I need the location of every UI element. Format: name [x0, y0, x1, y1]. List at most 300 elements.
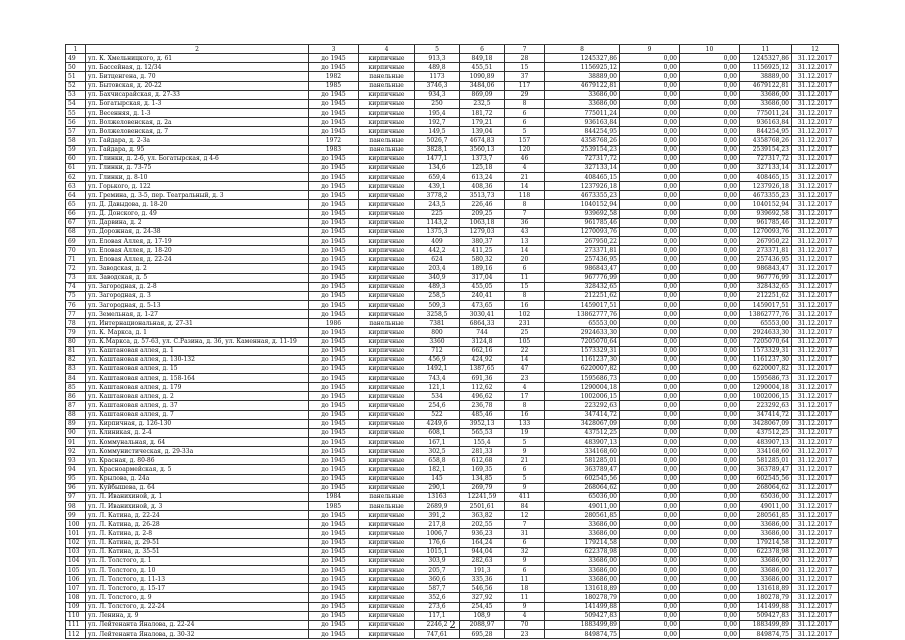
table-cell: ул. Куйбышева, д. 64: [86, 483, 309, 492]
table-row: [66, 282, 839, 291]
table-cell: 0,00: [620, 337, 680, 346]
table-cell: 82: [66, 355, 86, 364]
table-cell: 1040152,94: [545, 200, 620, 209]
table-cell: 1595686,73: [545, 374, 620, 383]
table-cell: ул. Бытовская, д. 20-22: [86, 81, 309, 90]
table-cell: 0,00: [620, 236, 680, 245]
table-cell: 117,1: [415, 611, 460, 620]
table-cell: 0,00: [620, 556, 680, 565]
table-cell: 267950,22: [740, 236, 792, 245]
table-cell: 509427,83: [545, 611, 620, 620]
table-cell: 0,00: [620, 438, 680, 447]
table-cell: 141499,88: [545, 602, 620, 611]
table-cell: 28: [505, 54, 545, 63]
table-cell: 0,00: [620, 328, 680, 337]
table-cell: до 1945: [309, 538, 359, 547]
table-row: [66, 465, 839, 474]
table-cell: 31.12.2017: [792, 191, 839, 200]
table-cell: 31.12.2017: [792, 346, 839, 355]
table-row: [66, 172, 839, 181]
table-cell: 12241,59: [460, 492, 505, 501]
table-cell: 31.12.2017: [792, 90, 839, 99]
table-cell: 580,32: [460, 255, 505, 264]
table-cell: 8: [505, 401, 545, 410]
table-cell: 0,00: [620, 630, 680, 639]
table-cell: кирпичные: [359, 438, 415, 447]
table-cell: 2689,9: [415, 502, 460, 511]
table-cell: 4: [505, 383, 545, 392]
table-cell: 0,00: [680, 136, 740, 145]
table-cell: 0,00: [680, 502, 740, 511]
table-cell: 913,3: [415, 54, 460, 63]
table-row: [66, 246, 839, 255]
table-cell: 236,78: [460, 401, 505, 410]
table-cell: 0,00: [680, 118, 740, 127]
table-row: [66, 556, 839, 565]
table-cell: 65: [66, 200, 86, 209]
table-cell: 0,00: [620, 182, 680, 191]
table-cell: 0,00: [680, 163, 740, 172]
table-cell: 0,00: [620, 154, 680, 163]
table-cell: ул. Каштановая аллея, д. 7: [86, 410, 309, 419]
table-cell: кирпичные: [359, 374, 415, 383]
table-cell: 0,00: [680, 547, 740, 556]
table-cell: 335,36: [460, 575, 505, 584]
table-cell: 0,00: [620, 90, 680, 99]
table-cell: 31.12.2017: [792, 593, 839, 602]
table-cell: 602545,56: [545, 474, 620, 483]
table-cell: 0,00: [620, 511, 680, 520]
table-cell: 5: [505, 474, 545, 483]
table-cell: 223292,63: [545, 401, 620, 410]
table-cell: 3828,1: [415, 145, 460, 154]
table-cell: 6: [505, 465, 545, 474]
table-cell: 3746,3: [415, 81, 460, 90]
table-cell: кирпичные: [359, 191, 415, 200]
table-cell: ул. Крылова, д. 24а: [86, 474, 309, 483]
table-cell: ул. Коммунистическая, д. 29-33а: [86, 447, 309, 456]
table-cell: 0,00: [620, 419, 680, 428]
table-cell: 212251,62: [545, 291, 620, 300]
table-cell: ул. Красноармейская, д. 5: [86, 465, 309, 474]
table-cell: 1387,65: [460, 364, 505, 373]
table-cell: 21: [505, 172, 545, 181]
table-row: [66, 90, 839, 99]
table-cell: 62: [66, 172, 86, 181]
table-cell: 95: [66, 474, 86, 483]
table-cell: до 1945: [309, 90, 359, 99]
table-cell: 6: [505, 108, 545, 117]
table-cell: кирпичные: [359, 566, 415, 575]
table-cell: 67: [66, 218, 86, 227]
table-row: [66, 520, 839, 529]
table-cell: 844254,95: [545, 127, 620, 136]
table-cell: кирпичные: [359, 200, 415, 209]
table-row: [66, 529, 839, 538]
table-cell: до 1945: [309, 511, 359, 520]
table-cell: 7: [505, 209, 545, 218]
table-cell: 14: [505, 182, 545, 191]
table-cell: до 1945: [309, 182, 359, 191]
table-cell: 1982: [309, 72, 359, 81]
table-cell: 46: [505, 154, 545, 163]
table-row: [66, 611, 839, 620]
table-cell: 254,6: [415, 401, 460, 410]
table-cell: 0,00: [620, 282, 680, 291]
table-cell: 83: [66, 364, 86, 373]
table-cell: 31.12.2017: [792, 428, 839, 437]
table-cell: 743,4: [415, 374, 460, 383]
table-cell: 967776,99: [740, 273, 792, 282]
table-cell: кирпичные: [359, 529, 415, 538]
table-row: [66, 483, 839, 492]
table-cell: 107: [66, 584, 86, 593]
table-cell: до 1945: [309, 54, 359, 63]
table-cell: 111: [66, 620, 86, 629]
table-cell: 226,46: [460, 200, 505, 209]
table-cell: 281,33: [460, 447, 505, 456]
table-cell: 849,18: [460, 54, 505, 63]
table-row: [66, 99, 839, 108]
table-cell: 70: [505, 620, 545, 629]
table-cell: 31.12.2017: [792, 364, 839, 373]
table-cell: 31.12.2017: [792, 163, 839, 172]
table-cell: 15: [505, 63, 545, 72]
table-cell: кирпичные: [359, 227, 415, 236]
table-cell: 4679122,81: [545, 81, 620, 90]
table-cell: 49011,00: [740, 502, 792, 511]
table-cell: 8: [505, 200, 545, 209]
table-cell: 33686,00: [545, 90, 620, 99]
table-cell: ул. Лейтенанта Яналова, д. 22-24: [86, 620, 309, 629]
table-cell: 3952,13: [460, 419, 505, 428]
table-cell: до 1945: [309, 246, 359, 255]
table-cell: 0,00: [620, 99, 680, 108]
table-cell: 0,00: [620, 246, 680, 255]
table-cell: 33686,00: [740, 90, 792, 99]
table-cell: 0,00: [680, 611, 740, 620]
table-cell: 2539154,23: [545, 145, 620, 154]
table-row: [66, 236, 839, 245]
table-cell: ул. Каштановая аллея, д. 158-164: [86, 374, 309, 383]
table-cell: 439,1: [415, 182, 460, 191]
table-cell: 240,41: [460, 291, 505, 300]
table-row: [66, 300, 839, 309]
table-cell: 844254,95: [740, 127, 792, 136]
column-number-row: [66, 45, 839, 54]
table-cell: 0,00: [680, 191, 740, 200]
table-cell: 1984: [309, 492, 359, 501]
table-row: [66, 511, 839, 520]
table-row: [66, 602, 839, 611]
table-cell: 31.12.2017: [792, 81, 839, 90]
table-cell: 181,72: [460, 108, 505, 117]
table-cell: 0,00: [620, 63, 680, 72]
table-cell: кирпичные: [359, 328, 415, 337]
table-cell: 0,00: [680, 99, 740, 108]
table-cell: 31.12.2017: [792, 392, 839, 401]
table-cell: 744: [460, 328, 505, 337]
table-cell: 581285,01: [545, 456, 620, 465]
table-cell: 0,00: [620, 72, 680, 81]
table-cell: кирпичные: [359, 556, 415, 565]
table-cell: ул. Ленина, д. 9: [86, 611, 309, 620]
table-cell: 100: [66, 520, 86, 529]
table-row: [66, 593, 839, 602]
table-cell: 0,00: [680, 90, 740, 99]
table-cell: ул. Коммунальная, д. 64: [86, 438, 309, 447]
table-cell: 38889,00: [545, 72, 620, 81]
table-cell: ул. Л. Толстого, д. 11-13: [86, 575, 309, 584]
table-cell: 31.12.2017: [792, 282, 839, 291]
table-cell: 0,00: [680, 438, 740, 447]
table-cell: кирпичные: [359, 346, 415, 355]
table-cell: 84: [66, 374, 86, 383]
table-cell: 81: [66, 346, 86, 355]
table-cell: 0,00: [680, 81, 740, 90]
table-cell: 0,00: [680, 63, 740, 72]
column-number: 3: [309, 45, 359, 54]
table-cell: 9: [505, 602, 545, 611]
table-cell: 967776,99: [545, 273, 620, 282]
table-cell: 267950,22: [545, 236, 620, 245]
table-cell: кирпичные: [359, 392, 415, 401]
table-cell: 0,00: [680, 630, 740, 639]
table-cell: 164,24: [460, 538, 505, 547]
table-cell: 33686,00: [545, 99, 620, 108]
table-cell: 203,4: [415, 264, 460, 273]
table-cell: ул. Кирпичная, д. 126-130: [86, 419, 309, 428]
table-cell: до 1945: [309, 282, 359, 291]
table-cell: 31.12.2017: [792, 465, 839, 474]
table-cell: 37: [505, 72, 545, 81]
table-cell: 31.12.2017: [792, 154, 839, 163]
table-cell: 0,00: [620, 273, 680, 282]
table-cell: 205,7: [415, 566, 460, 575]
table-cell: 0,00: [680, 319, 740, 328]
table-cell: 133: [505, 419, 545, 428]
table-cell: 31.12.2017: [792, 383, 839, 392]
table-cell: 0,00: [620, 447, 680, 456]
table-cell: 86: [66, 392, 86, 401]
table-cell: ул. Загородная, д. 5-13: [86, 300, 309, 309]
table-cell: 0,00: [680, 291, 740, 300]
table-cell: 217,8: [415, 520, 460, 529]
table-cell: 0,00: [620, 200, 680, 209]
table-cell: 0,00: [680, 593, 740, 602]
table-cell: 254,45: [460, 602, 505, 611]
table-cell: 328432,65: [545, 282, 620, 291]
table-cell: 334168,60: [740, 447, 792, 456]
table-cell: 33686,00: [740, 529, 792, 538]
column-number: 4: [359, 45, 415, 54]
table-cell: ул. Каштановая аллея, д. 179: [86, 383, 309, 392]
table-cell: кирпичные: [359, 383, 415, 392]
table-cell: 849874,75: [740, 630, 792, 639]
table-cell: 0,00: [620, 611, 680, 620]
table-cell: ул. Л. Катина, д. 26-28: [86, 520, 309, 529]
column-number: 11: [740, 45, 792, 54]
table-cell: 0,00: [620, 346, 680, 355]
table-cell: 6: [505, 566, 545, 575]
table-cell: до 1945: [309, 602, 359, 611]
table-cell: 408465,15: [545, 172, 620, 181]
table-cell: 21: [505, 456, 545, 465]
table-cell: 936163,84: [545, 118, 620, 127]
table-cell: ул. Горького, д. 122: [86, 182, 309, 191]
table-cell: ул. Каштановая аллея, д. 2: [86, 392, 309, 401]
table-cell: 0,00: [620, 300, 680, 309]
table-cell: 280561,85: [740, 511, 792, 520]
table-cell: до 1945: [309, 392, 359, 401]
table-cell: 0,00: [680, 392, 740, 401]
table-cell: до 1945: [309, 566, 359, 575]
table-cell: 243,5: [415, 200, 460, 209]
table-cell: 0,00: [680, 310, 740, 319]
table-cell: 1883499,89: [545, 620, 620, 629]
table-cell: кирпичные: [359, 364, 415, 373]
table-cell: 0,00: [620, 136, 680, 145]
table-cell: 0,00: [680, 182, 740, 191]
column-number: 8: [545, 45, 620, 54]
table-cell: 112,62: [460, 383, 505, 392]
table-cell: кирпичные: [359, 291, 415, 300]
table-cell: 662,16: [460, 346, 505, 355]
table-cell: 31.12.2017: [792, 410, 839, 419]
table-cell: 7205070,64: [740, 337, 792, 346]
table-cell: ул. Л. Катина, д. 22-24: [86, 511, 309, 520]
table-cell: 108: [66, 593, 86, 602]
table-cell: кирпичные: [359, 218, 415, 227]
table-cell: 149,5: [415, 127, 460, 136]
table-cell: 0,00: [620, 163, 680, 172]
table-cell: ул. Л. Катина, д. 35-51: [86, 547, 309, 556]
table-cell: 1161237,30: [545, 355, 620, 364]
table-cell: 509427,83: [740, 611, 792, 620]
table-cell: кирпичные: [359, 401, 415, 410]
table-cell: 223292,63: [740, 401, 792, 410]
table-cell: 0,00: [680, 620, 740, 629]
table-cell: 934,3: [415, 90, 460, 99]
table-cell: 31.12.2017: [792, 337, 839, 346]
table-cell: 691,36: [460, 374, 505, 383]
table-cell: 695,28: [460, 630, 505, 639]
table-row: [66, 502, 839, 511]
table-cell: 31.12.2017: [792, 538, 839, 547]
table-cell: 12: [505, 511, 545, 520]
table-cell: 31.12.2017: [792, 136, 839, 145]
table-cell: 68: [66, 227, 86, 236]
table-cell: 360,6: [415, 575, 460, 584]
table-cell: 31.12.2017: [792, 630, 839, 639]
column-number: 5: [415, 45, 460, 54]
table-cell: ул. Загородная, д. 2-8: [86, 282, 309, 291]
table-row: [66, 419, 839, 428]
table-cell: 33686,00: [740, 520, 792, 529]
table-cell: 51: [66, 72, 86, 81]
table-cell: 98: [66, 502, 86, 511]
table-cell: 195,4: [415, 108, 460, 117]
table-cell: 3778,2: [415, 191, 460, 200]
table-cell: 0,00: [680, 474, 740, 483]
table-cell: 33686,00: [545, 529, 620, 538]
table-row: [66, 566, 839, 575]
table-cell: 31.12.2017: [792, 255, 839, 264]
table-cell: 4358768,26: [545, 136, 620, 145]
table-cell: 0,00: [680, 456, 740, 465]
table-cell: 31.12.2017: [792, 556, 839, 565]
table-cell: 0,00: [620, 209, 680, 218]
table-cell: 231: [505, 319, 545, 328]
table-cell: 849874,75: [545, 630, 620, 639]
table-cell: 31.12.2017: [792, 236, 839, 245]
table-cell: 327133,14: [545, 163, 620, 172]
table-cell: 455,05: [460, 282, 505, 291]
table-cell: до 1945: [309, 300, 359, 309]
table-cell: 189,16: [460, 264, 505, 273]
table-cell: 1090,89: [460, 72, 505, 81]
table-cell: до 1945: [309, 255, 359, 264]
table-cell: ул. Л. Толстого, д. 15-17: [86, 584, 309, 593]
table-cell: 622378,98: [545, 547, 620, 556]
table-cell: 340,9: [415, 273, 460, 282]
table-cell: 546,56: [460, 584, 505, 593]
table-cell: 0,00: [620, 602, 680, 611]
table-cell: 31.12.2017: [792, 72, 839, 81]
table-cell: 0,00: [620, 145, 680, 154]
table-cell: 31.12.2017: [792, 584, 839, 593]
table-cell: 1143,2: [415, 218, 460, 227]
table-cell: кирпичные: [359, 264, 415, 273]
table-cell: 169,35: [460, 465, 505, 474]
table-cell: 7: [505, 520, 545, 529]
table-cell: ул. Л. Катина, д. 29-51: [86, 538, 309, 547]
table-cell: 31.12.2017: [792, 355, 839, 364]
table-cell: 534: [415, 392, 460, 401]
table-cell: 411: [505, 492, 545, 501]
table-row: [66, 383, 839, 392]
table-cell: 33686,00: [740, 575, 792, 584]
table-cell: 120: [505, 145, 545, 154]
table-cell: 3360: [415, 337, 460, 346]
table-cell: 4674,83: [460, 136, 505, 145]
table-cell: 0,00: [620, 355, 680, 364]
table-cell: 0,00: [620, 529, 680, 538]
table-cell: 11: [505, 575, 545, 584]
table-cell: 145: [415, 474, 460, 483]
table-cell: 33686,00: [740, 556, 792, 565]
table-cell: 0,00: [620, 374, 680, 383]
table-cell: ул. Дорожная, д. 24-38: [86, 227, 309, 236]
table-cell: 8: [505, 99, 545, 108]
table-row: [66, 438, 839, 447]
table-cell: 0,00: [680, 282, 740, 291]
table-cell: 31.12.2017: [792, 218, 839, 227]
table-cell: 1375,3: [415, 227, 460, 236]
table-cell: 9: [505, 447, 545, 456]
table-cell: 380,37: [460, 236, 505, 245]
table-cell: 105: [66, 566, 86, 575]
table-cell: кирпичные: [359, 456, 415, 465]
table-cell: 0,00: [620, 172, 680, 181]
table-cell: ул. Гайдара, д. 2-3а: [86, 136, 309, 145]
table-cell: ул. Глинки, д. 73-75: [86, 163, 309, 172]
table-cell: 102: [505, 310, 545, 319]
table-cell: 69: [66, 236, 86, 245]
table-cell: до 1945: [309, 474, 359, 483]
table-cell: 936,23: [460, 529, 505, 538]
table-cell: 3258,5: [415, 310, 460, 319]
